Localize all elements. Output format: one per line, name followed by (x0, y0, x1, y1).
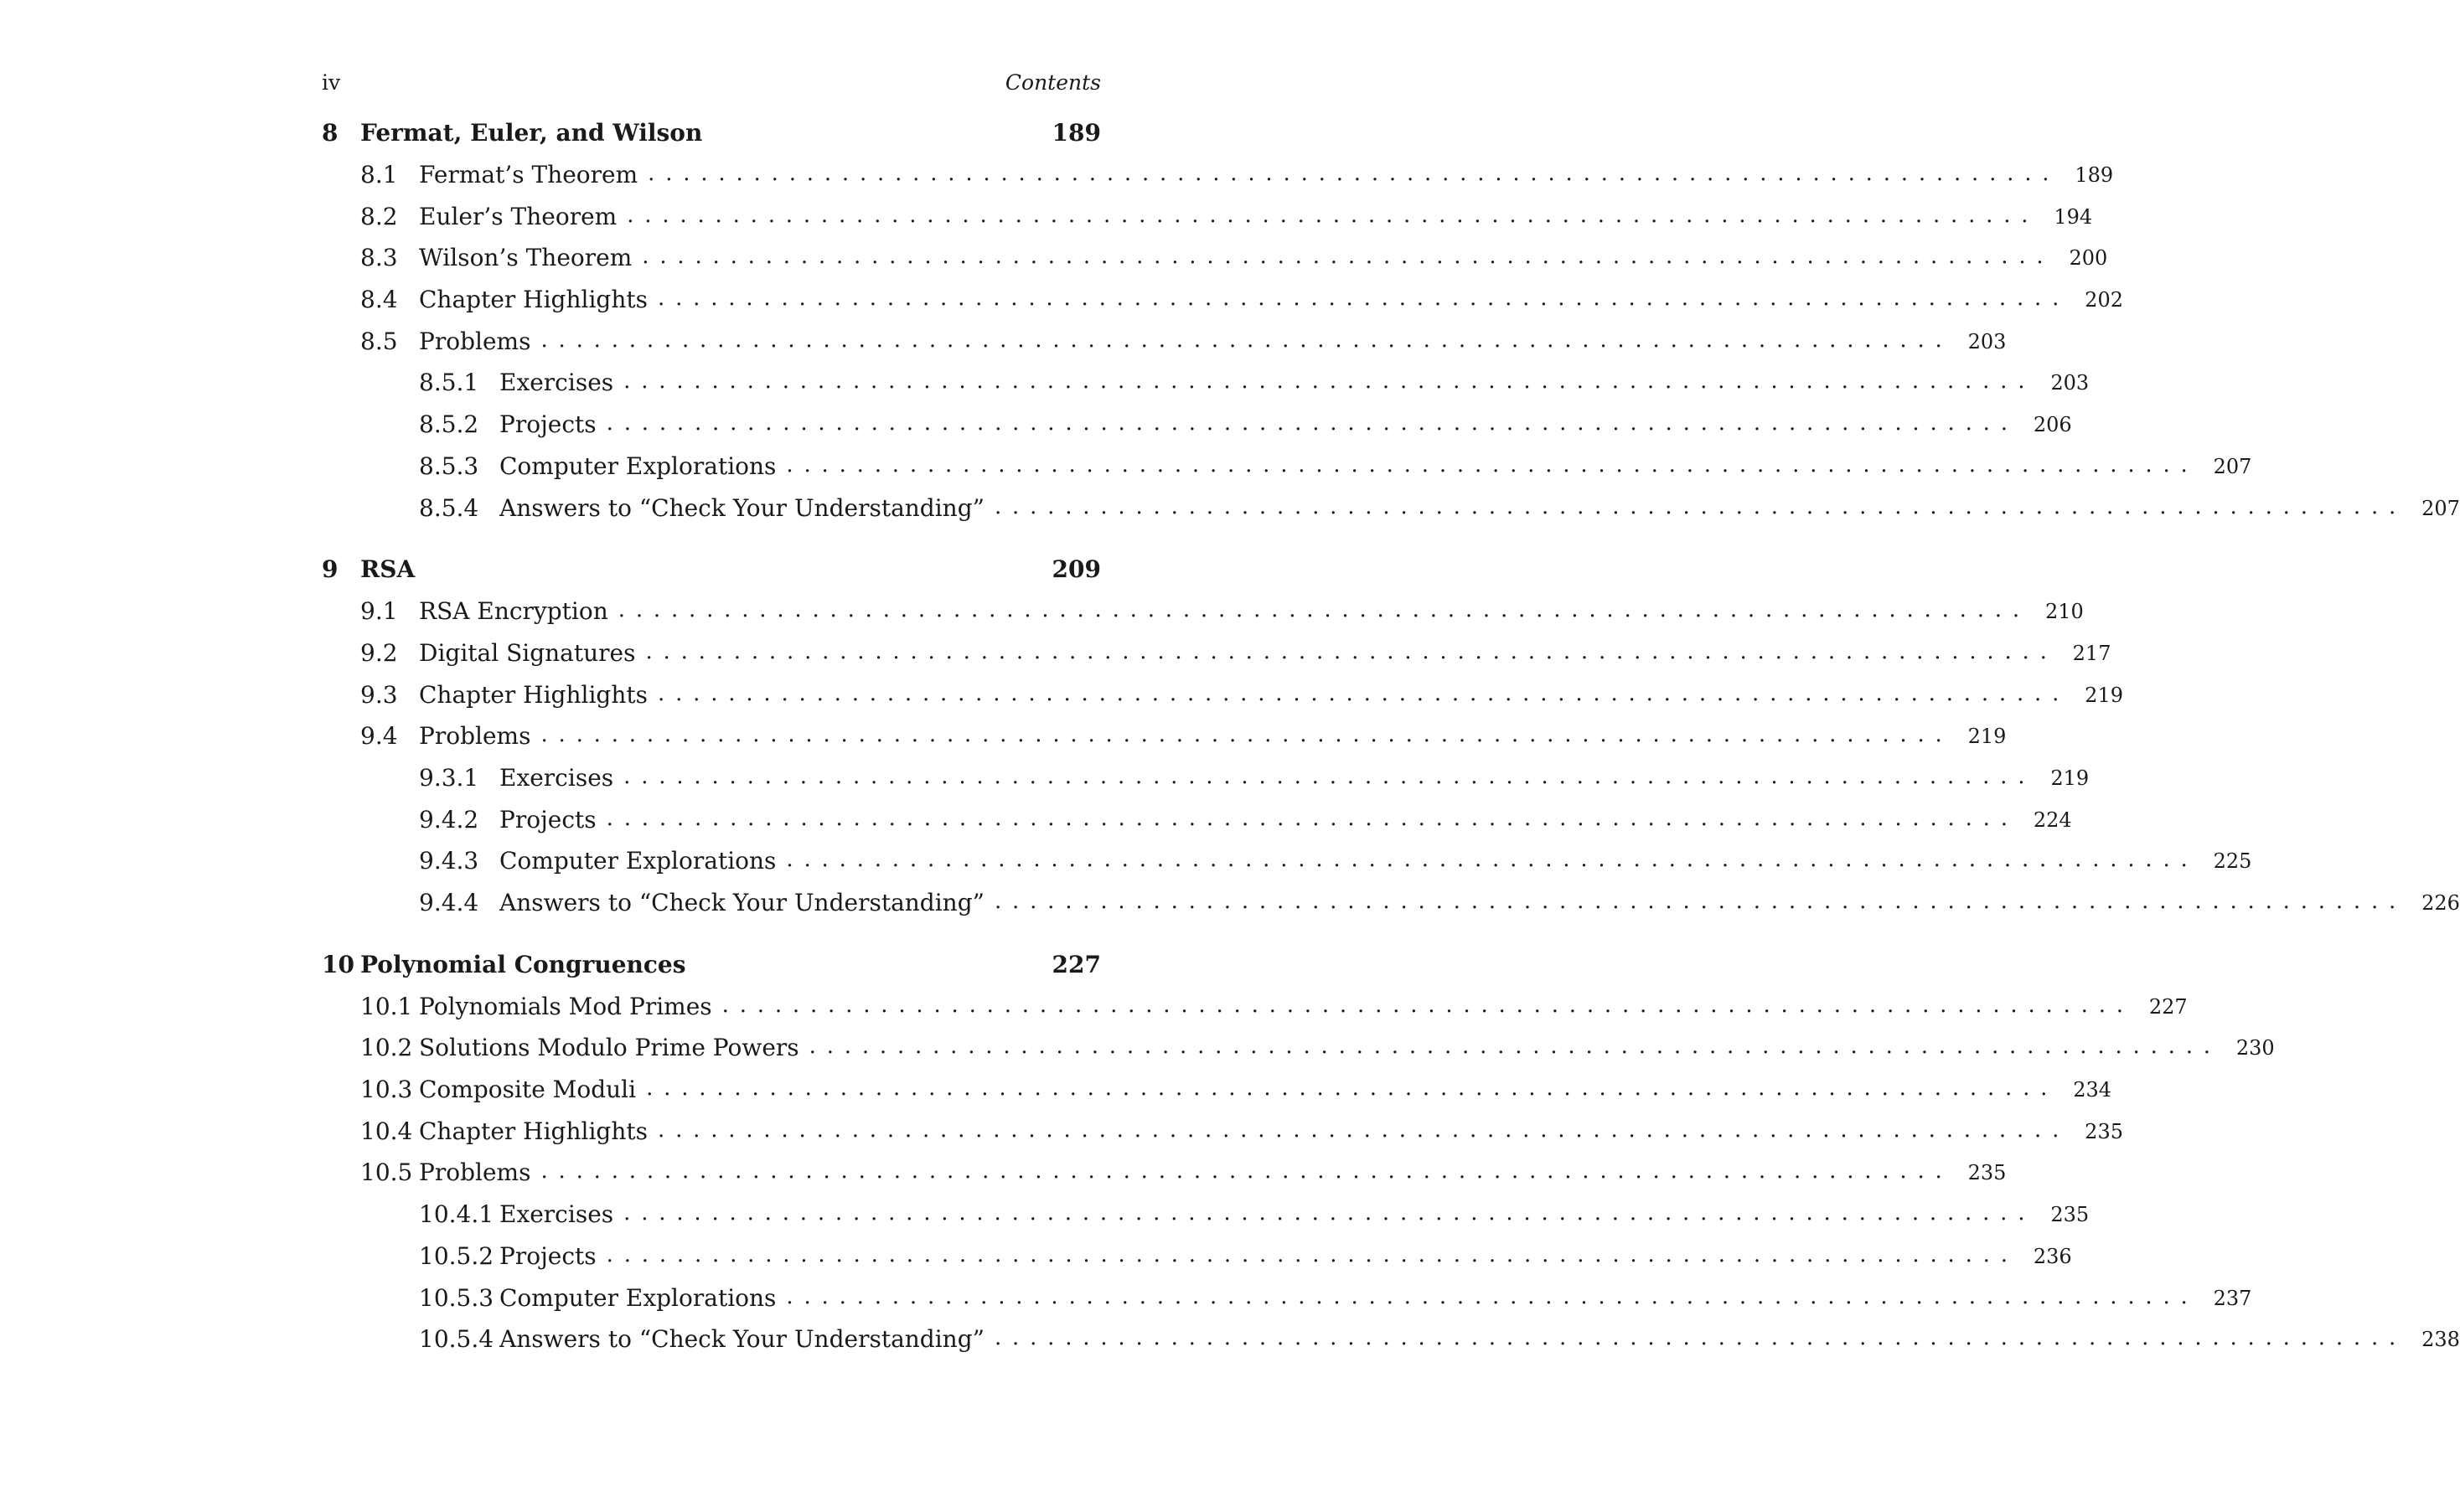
subsection-title: Exercises (499, 369, 614, 397)
chapter-number: 9 (322, 555, 339, 584)
section-entry[interactable] (322, 992, 2188, 1035)
subsection-entry[interactable] (322, 847, 2252, 889)
subsection-page: 237 (2213, 1286, 2252, 1310)
section-entry[interactable] (322, 597, 2084, 639)
section-page: 203 (1967, 329, 2007, 353)
dot-leader: ................................................................................ (540, 722, 1953, 748)
dot-leader: ................................................................................ (623, 369, 2036, 395)
section-number: 9.1 (360, 597, 398, 626)
subsection-page: 235 (2050, 1203, 2090, 1227)
subsection-page: 207 (2421, 496, 2460, 520)
subsection-entry[interactable] (322, 1200, 2090, 1242)
section-page: 202 (2085, 288, 2123, 312)
section-page: 210 (2044, 600, 2084, 624)
section-page: 235 (2085, 1119, 2123, 1143)
chapter-block (322, 555, 2460, 931)
section-number: 10.2 (360, 1034, 413, 1062)
dot-leader: ................................................................................ (645, 638, 2058, 664)
subsection-page: 238 (2421, 1328, 2460, 1352)
dot-leader: ................................................................................ (658, 286, 2070, 312)
section-entry[interactable] (322, 161, 2114, 203)
running-title: Contents (1005, 70, 1101, 95)
dot-leader: ................................................................................ (786, 452, 2199, 477)
subsection-number: 8.5.4 (419, 493, 479, 522)
section-title: Chapter Highlights (419, 1117, 648, 1145)
section-page: 194 (2054, 204, 2093, 229)
section-number: 8.1 (360, 161, 398, 188)
subsection-entry[interactable] (322, 889, 2460, 931)
chapter-title: Fermat, Euler, and Wilson (360, 119, 703, 147)
section-entry[interactable] (322, 244, 2108, 286)
subsection-entry[interactable] (322, 452, 2252, 494)
section-title: Digital Signatures (419, 638, 636, 667)
section-number: 10.5 (360, 1159, 413, 1187)
dot-leader: ................................................................................ (606, 805, 2018, 831)
section-entry[interactable] (322, 1117, 2123, 1159)
subsection-title: Computer Explorations (499, 847, 777, 875)
subsection-entry[interactable] (322, 805, 2072, 848)
subsection-title: Answers to “Check Your Understanding” (499, 1325, 985, 1354)
section-entry[interactable] (322, 722, 2007, 764)
chapter-entry[interactable] (322, 951, 1101, 993)
section-title: RSA Encryption (419, 597, 608, 626)
section-page: 230 (2235, 1036, 2275, 1060)
subsection-title: Computer Explorations (499, 1283, 777, 1312)
section-title: Chapter Highlights (419, 286, 648, 314)
chapter-page: 209 (1052, 555, 1101, 584)
section-entry[interactable] (322, 1034, 2275, 1076)
section-entry[interactable] (322, 680, 2123, 723)
subsection-title: Answers to “Check Your Understanding” (499, 889, 985, 916)
subsection-page: 203 (2050, 371, 2090, 395)
section-entry[interactable] (322, 1159, 2007, 1200)
subsection-entry[interactable] (322, 369, 2090, 410)
section-title: Composite Moduli (419, 1076, 637, 1104)
dot-leader: ................................................................................ (606, 1241, 2018, 1267)
section-number: 8.4 (360, 286, 398, 314)
toc-page (322, 70, 2460, 1367)
subsection-page: 226 (2421, 891, 2460, 915)
subsection-number: 9.4.4 (419, 889, 479, 916)
subsection-entry[interactable] (322, 763, 2090, 806)
subsection-page: 206 (2033, 413, 2072, 437)
subsection-page: 225 (2213, 849, 2252, 874)
section-number: 8.2 (360, 202, 398, 230)
subsection-entry[interactable] (322, 1325, 2460, 1367)
subsection-entry[interactable] (322, 1283, 2252, 1326)
dot-leader: ................................................................................ (618, 597, 2030, 623)
subsection-number: 9.4.2 (419, 805, 479, 833)
subsection-title: Projects (499, 1241, 597, 1270)
subsection-page: 224 (2033, 808, 2072, 832)
subsection-title: Exercises (499, 1200, 614, 1229)
chapter-page: 227 (1052, 950, 1101, 978)
dot-leader: ................................................................................ (606, 410, 2018, 436)
subsection-title: Computer Explorations (499, 452, 777, 480)
running-head (322, 70, 1101, 101)
dot-leader: ................................................................................ (786, 1283, 2199, 1309)
section-number: 10.1 (360, 992, 413, 1020)
chapter-block (322, 950, 2460, 1367)
subsection-number: 9.4.3 (419, 847, 479, 875)
dot-leader: ................................................................................ (623, 763, 2036, 789)
subsection-title: Answers to “Check Your Understanding” (499, 493, 985, 522)
subsection-title: Projects (499, 410, 597, 439)
dot-leader: ................................................................................ (786, 847, 2199, 873)
dot-leader: ................................................................................ (809, 1034, 2221, 1060)
section-page: 227 (2148, 994, 2188, 1019)
dot-leader: ................................................................................ (994, 493, 2407, 519)
section-title: Polynomials Mod Primes (419, 992, 712, 1020)
section-entry[interactable] (322, 638, 2111, 681)
dot-leader: ................................................................................ (646, 1076, 2059, 1102)
dot-leader: ................................................................................ (540, 327, 1953, 353)
section-number: 10.4 (360, 1117, 413, 1145)
section-title: Fermat’s Theorem (419, 161, 638, 188)
section-title: Problems (419, 1159, 531, 1187)
subsection-entry[interactable] (322, 493, 2460, 536)
section-entry[interactable] (322, 286, 2123, 328)
section-page: 219 (2085, 683, 2123, 707)
section-number: 9.2 (360, 638, 398, 667)
subsection-number: 8.5.1 (419, 369, 479, 397)
subsection-number: 10.5.4 (419, 1325, 494, 1354)
section-page: 234 (2073, 1078, 2112, 1102)
subsection-number: 10.5.3 (419, 1283, 494, 1312)
section-title: Chapter Highlights (419, 680, 648, 709)
subsection-title: Projects (499, 805, 597, 833)
chapter-entry[interactable] (322, 119, 1101, 161)
subsection-number: 10.4.1 (419, 1200, 494, 1229)
section-number: 8.3 (360, 244, 398, 272)
section-page: 235 (1967, 1161, 2007, 1185)
chapter-title: Polynomial Congruences (360, 950, 686, 978)
subsection-title: Exercises (499, 763, 614, 792)
table-of-contents (322, 119, 2460, 1367)
section-title: Wilson’s Theorem (419, 244, 633, 272)
chapter-entry[interactable] (322, 555, 1101, 597)
section-title: Problems (419, 327, 531, 355)
dot-leader: ................................................................................ (658, 1117, 2070, 1143)
dot-leader: ................................................................................ (642, 244, 2054, 270)
section-title: Solutions Modulo Prime Powers (419, 1034, 799, 1062)
section-entry[interactable] (322, 1076, 2112, 1117)
dot-leader: ................................................................................ (658, 680, 2070, 706)
section-number: 10.3 (360, 1076, 413, 1104)
dot-leader: ................................................................................ (648, 161, 2060, 186)
subsection-entry[interactable] (322, 1241, 2072, 1284)
chapter-number: 10 (322, 950, 354, 978)
section-entry[interactable] (322, 327, 2007, 369)
subsection-number: 10.5.2 (419, 1241, 494, 1270)
dot-leader: ................................................................................ (540, 1159, 1953, 1184)
section-entry[interactable] (322, 202, 2093, 245)
subsection-page: 236 (2033, 1244, 2072, 1268)
section-number: 9.3 (360, 680, 398, 709)
dot-leader: ................................................................................ (994, 1325, 2407, 1351)
page-number: iv (322, 70, 341, 95)
section-title: Problems (419, 722, 531, 751)
subsection-number: 8.5.3 (419, 452, 479, 480)
chapter-block (322, 119, 2460, 535)
section-page: 217 (2072, 641, 2111, 665)
subsection-number: 8.5.2 (419, 410, 479, 439)
section-page: 219 (1967, 725, 2007, 749)
section-page: 200 (2069, 246, 2108, 271)
section-number: 8.5 (360, 327, 398, 355)
subsection-entry[interactable] (322, 410, 2072, 452)
dot-leader: ................................................................................ (721, 992, 2134, 1018)
dot-leader: ................................................................................ (623, 1200, 2036, 1226)
section-title: Euler’s Theorem (419, 202, 618, 230)
section-number: 9.4 (360, 722, 398, 751)
section-page: 189 (2075, 163, 2114, 187)
chapter-page: 189 (1052, 119, 1101, 147)
chapter-number: 8 (322, 119, 339, 147)
subsection-page: 207 (2213, 454, 2252, 478)
chapter-title: RSA (360, 555, 416, 584)
subsection-number: 9.3.1 (419, 763, 479, 792)
dot-leader: ................................................................................ (994, 889, 2407, 914)
subsection-page: 219 (2050, 766, 2090, 790)
dot-leader: ................................................................................ (627, 202, 2039, 228)
